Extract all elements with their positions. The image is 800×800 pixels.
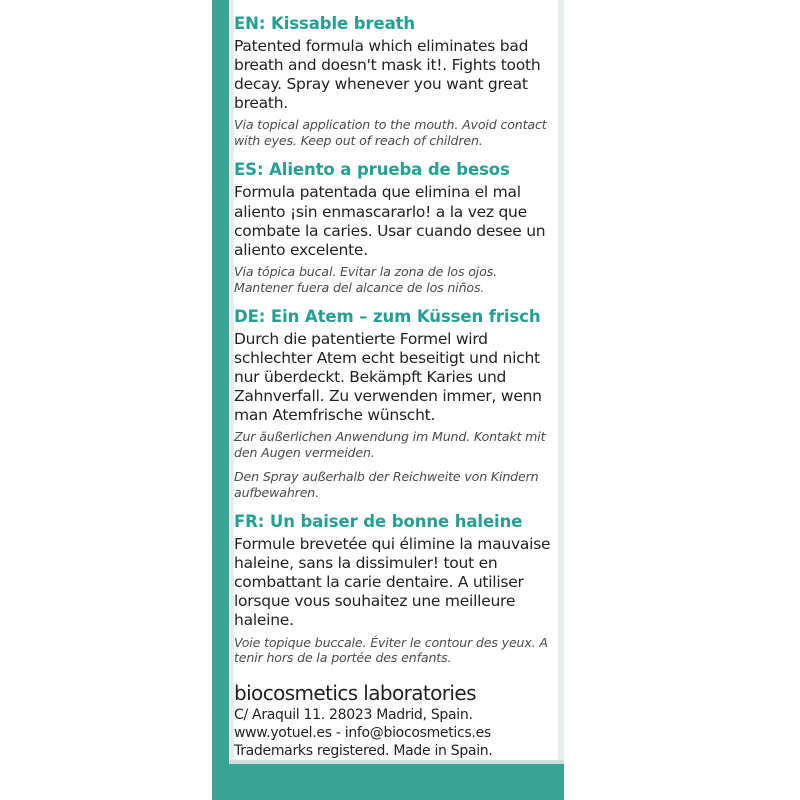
section-en-heading: EN: Kissable breath (234, 14, 416, 33)
package-panel (212, 0, 564, 800)
package-text-content (234, 14, 552, 779)
section-es-heading: ES: Aliento a prueba de besos (234, 160, 510, 180)
section-es (234, 160, 552, 295)
section-fr (234, 512, 552, 666)
section-en-fineprint-1: Via topical application to the mouth. Avoid contact with eyes. Keep out of reach of children. (234, 117, 547, 149)
package-left-spine (212, 0, 229, 800)
section-fr-heading: FR: Un baiser de bonne haleine (234, 512, 523, 532)
section-de-fineprint-2: Den Spray außerhalb der Reichweite von Kindern aufbewahren. (234, 469, 539, 501)
section-en-body: Patented formula which eliminates bad breath and doesn't mask it!. Fights tooth decay. Spray whenever you want great breath. (234, 37, 541, 113)
trademark-notice: Trademarks registered. Made in Spain. (234, 743, 493, 760)
section-fr-body: Formule brevetée qui élimine la mauvaise haleine, sans la dissimuler! tout en combattant la carie dentaire. A utiliser lorsque vous souhaitez une meilleure haleine. (234, 535, 551, 630)
company-address: C/ Araquil 11. 28023 Madrid, Spain. (234, 707, 473, 724)
section-es-fineprint-1: Via tópica bucal. Evitar la zona de los ojos. Mantener fuera del alcance de los niños. (234, 263, 497, 295)
section-de-fineprint-1: Zur äußerlichen Anwendung im Mund. Kontakt mit den Augen vermeiden. (234, 429, 546, 461)
package-bottom-band (229, 764, 564, 800)
section-es-body: Formula patentada que elimina el mal aliento ¡sin enmascararlo! a la vez que combate la caries. Usar cuando desee un aliento excelente. (234, 183, 546, 259)
package-right-edge (558, 0, 564, 800)
section-fr-fineprint-1: Voie topique buccale. Éviter le contour des yeux. A tenir hors de la portée des enfants. (234, 634, 548, 666)
section-de-body: Durch die patentierte Formel wird schlechter Atem echt beseitigt und nicht nur überdeckt. Bekämpft Karies und Zahnverfall. Zu verwenden immer, wenn man Atemfrische wünscht. (234, 329, 542, 425)
section-de-heading: DE: Ein Atem – zum Küssen frisch (234, 306, 541, 326)
brand-name: biocosmetics laboratories (234, 681, 476, 706)
section-en (234, 14, 552, 149)
company-web-contact: www.yotuel.es - info@biocosmetics.es (234, 725, 491, 742)
section-de (234, 307, 552, 501)
